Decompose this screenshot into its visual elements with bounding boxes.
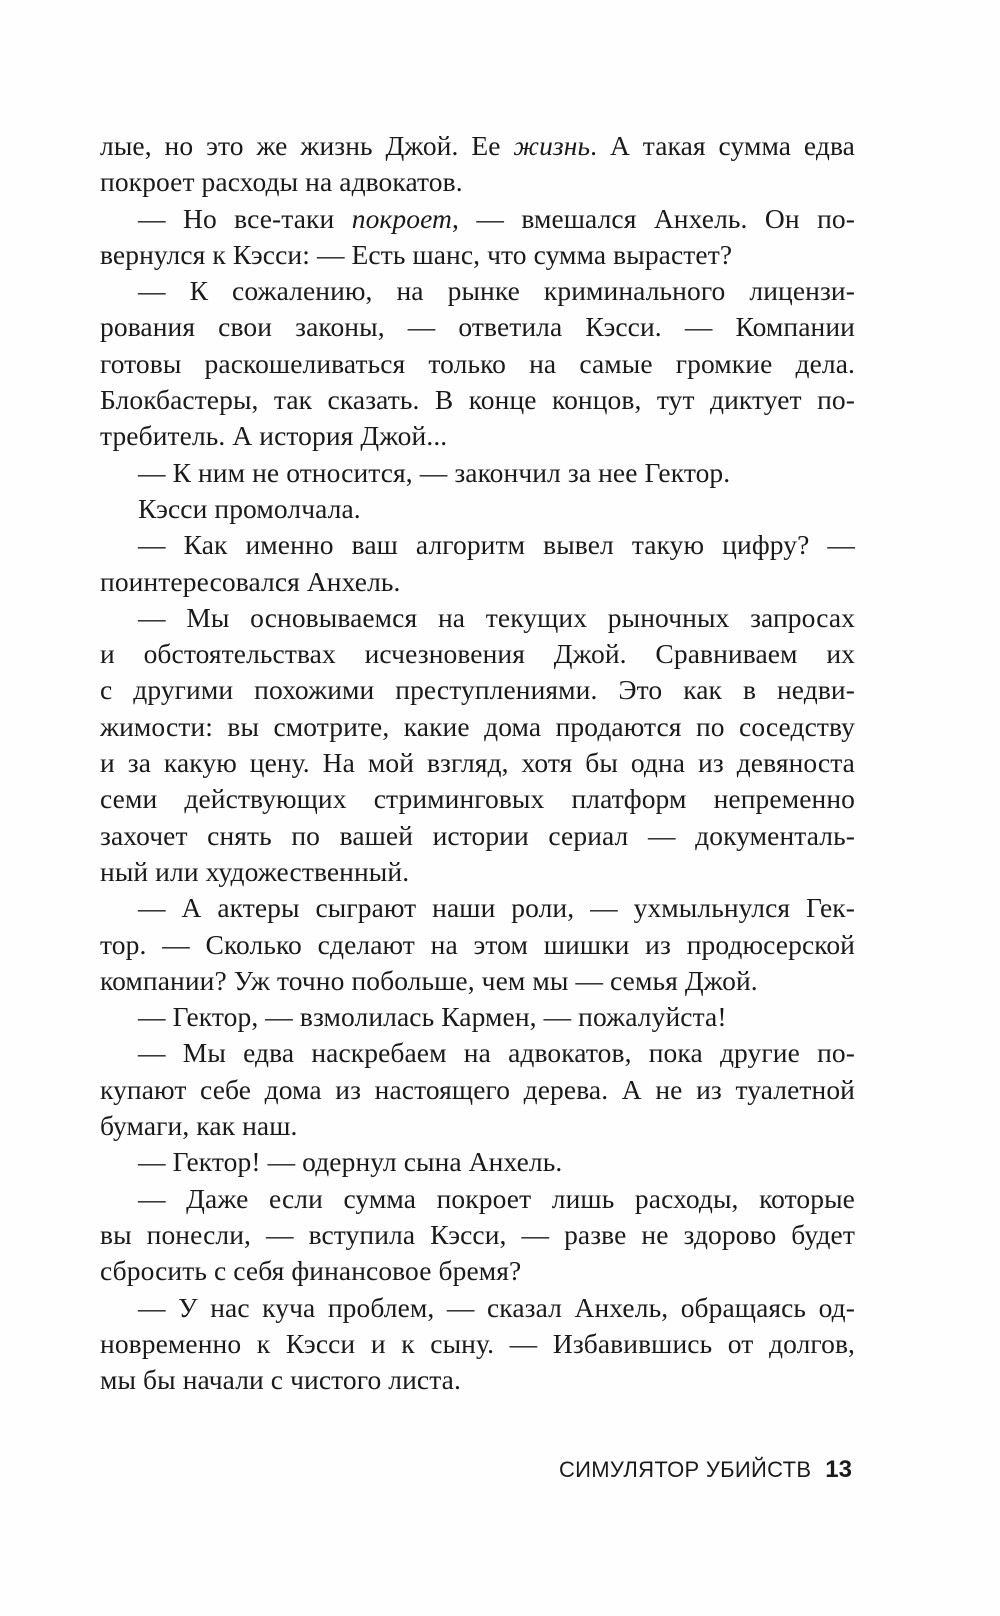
- text-line: компании? Уж точно побольше, чем мы — семья Джой.: [100, 964, 758, 996]
- text-line: захочет снять по вашей истории сериал — документаль-: [100, 819, 855, 851]
- page-number: 13: [825, 1456, 852, 1483]
- text-line: бумаги, как наш.: [100, 1110, 298, 1142]
- text-line: — А актеры сыграют наши роли, — ухмыльнулся Гек-: [138, 892, 855, 924]
- text-line: — К ним не относится, — закончил за нее Гектор.: [138, 456, 731, 488]
- text-line: новременно к Кэсси и к сыну. — Избавившись от долгов,: [100, 1327, 855, 1359]
- text-line: — К сожалению, на рынке криминального лицензи-: [138, 275, 855, 307]
- text-line: поинтересовался Анхель.: [100, 565, 401, 597]
- text-line: мы бы начали с чистого листа.: [100, 1364, 461, 1396]
- text-line: с другими похожими преступлениями. Это как в недви-: [100, 674, 855, 706]
- text-line: — Даже если сумма покроет лишь расходы, которые: [138, 1182, 855, 1214]
- text-line: семи действующих стриминговых платформ непременно: [100, 783, 855, 815]
- text-line: и за какую цену. На мой взгляд, хотя бы одна из девяноста: [100, 747, 855, 779]
- text-line: тор. — Сколько сделают на этом шишки из продюсерской: [100, 928, 855, 960]
- text-line: требитель. А история Джой...: [100, 420, 448, 452]
- text-line: вы понесли, — вступила Кэсси, — разве не здорово будет: [100, 1218, 855, 1250]
- text-line: — Как именно ваш алгоритм вывел такую цифру? —: [138, 529, 855, 561]
- page-footer: [559, 1456, 852, 1484]
- text-line: — Мы основываемся на текущих рыночных запросах: [138, 601, 855, 633]
- text-line: — Гектор! — одернул сына Анхель.: [138, 1146, 563, 1178]
- text-line: лые, но это же жизнь Джой. Ее жизнь. А такая сумма едва: [100, 130, 855, 161]
- text-line: жимости: вы смотрите, какие дома продаются по соседству: [100, 710, 855, 742]
- running-title: СИМУЛЯТОР УБИЙСТВ: [558, 1457, 812, 1482]
- text-line: — Гектор, — взмолилась Кармен, — пожалуйста!: [138, 1001, 727, 1033]
- text-line: ный или художественный.: [100, 855, 410, 887]
- text-line: купают себе дома из настоящего дерева. А не из туалетной: [100, 1073, 855, 1105]
- text-line: — У нас куча проблем, — сказал Анхель, обращаясь од-: [138, 1291, 855, 1323]
- body-text: [100, 128, 855, 1398]
- text-line: и обстоятельствах исчезновения Джой. Сравниваем их: [100, 638, 855, 670]
- text-line: сбросить с себя финансовое бремя?: [100, 1255, 522, 1287]
- text-line: покроет расходы на адвокатов.: [100, 166, 463, 198]
- text-line: Блокбастеры, так сказать. В конце концов, тут диктует по-: [100, 384, 855, 416]
- text-line: рования свои законы, — ответила Кэсси. — Компании: [100, 311, 855, 343]
- text-line: готовы раскошеливаться только на самые громкие дела.: [100, 347, 855, 379]
- text-line: вернулся к Кэсси: — Есть шанс, что сумма вырастет?: [100, 238, 733, 270]
- text-line: — Мы едва наскребаем на адвокатов, пока другие по-: [138, 1037, 855, 1069]
- text-line: Кэсси промолчала.: [138, 492, 361, 524]
- text-line: — Но все-таки покроет, — вмешался Анхель. Он по-: [138, 202, 855, 234]
